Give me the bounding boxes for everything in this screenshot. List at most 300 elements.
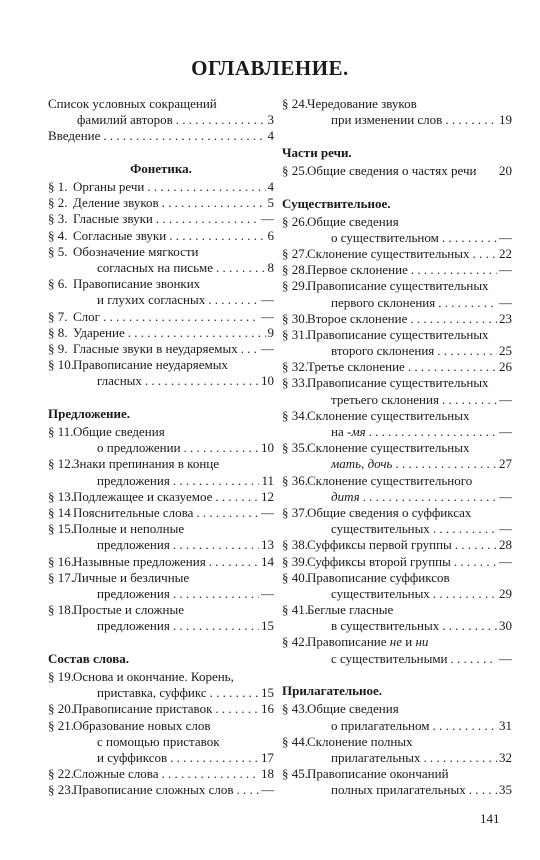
- leader-dots: [408, 262, 497, 278]
- toc-section: [282, 683, 512, 798]
- section-number: § 16.: [48, 553, 74, 569]
- toc-section: [48, 651, 274, 799]
- toc-entry[interactable]: [48, 701, 274, 717]
- section-number: § 19.: [48, 668, 74, 684]
- entry-page-number: 14: [261, 553, 274, 569]
- section-number: § 3.: [48, 211, 68, 227]
- toc-entry[interactable]: [48, 782, 274, 798]
- leader-dots: [170, 618, 259, 634]
- leader-dots: [360, 489, 497, 505]
- section-number: § 26.: [282, 213, 308, 229]
- entry-title: о существительном: [331, 229, 439, 245]
- entry-page-number: —: [499, 521, 512, 537]
- entry-title: Общие сведения о суффиксах: [307, 504, 472, 520]
- leader-dots: [421, 750, 498, 766]
- section-heading: Части речи.: [282, 144, 352, 160]
- entry-title: Правописание сложных слов: [73, 782, 234, 798]
- page-number: 141: [480, 811, 500, 826]
- leader-dots: [439, 392, 497, 408]
- entry-title: Склонение существительных: [307, 440, 470, 456]
- entry-page-number: —: [261, 782, 274, 798]
- section-number: § 24.: [282, 96, 308, 111]
- toc-entry[interactable]: [48, 276, 274, 308]
- toc-entry[interactable]: [48, 505, 274, 521]
- entry-title: Общие сведения: [307, 213, 399, 229]
- section-number: [282, 230, 307, 246]
- entry-title: Суффиксы второй группы: [307, 553, 451, 569]
- entry-title: Согласные звуки: [73, 227, 167, 243]
- entry-page-number: 23: [499, 310, 512, 326]
- entry-page-number: 27: [499, 456, 512, 472]
- entry-title: Подлежащее и сказуемое: [73, 488, 213, 504]
- section-number: § 18.: [48, 602, 74, 618]
- entry-title: о прилагательном: [331, 717, 430, 733]
- toc-entry[interactable]: [282, 570, 512, 602]
- leader-dots: [234, 782, 259, 798]
- toc-section: [282, 96, 512, 128]
- leader-dots: [153, 211, 259, 227]
- section-number: § 4.: [48, 227, 68, 243]
- entry-title: Гласные звуки в неударяемых: [73, 340, 238, 356]
- entry-page-number: 15: [261, 618, 274, 634]
- section-number: § 5.: [48, 243, 68, 259]
- entry-title: согласных на письме: [97, 260, 213, 275]
- section-number: § 38.: [282, 537, 308, 553]
- entry-title: Правописание приставок: [73, 701, 213, 717]
- entry-page-number: 22: [499, 245, 512, 261]
- entry-page-number: 25: [499, 343, 512, 359]
- section-number: § 45.: [282, 766, 308, 782]
- leader-dots: [173, 112, 266, 128]
- leader-dots: [466, 782, 497, 798]
- section-number: [48, 260, 73, 276]
- section-number: [48, 750, 73, 766]
- entry-page-number: —: [499, 488, 512, 504]
- section-number: § 21.: [48, 717, 74, 733]
- section-number: [48, 618, 73, 634]
- toc-entry[interactable]: [282, 262, 512, 278]
- section-number: [282, 782, 307, 798]
- entry-page-number: —: [261, 340, 274, 356]
- section-number: § 2.: [48, 195, 68, 211]
- section-number: § 29.: [282, 278, 308, 294]
- toc-entry[interactable]: [48, 521, 274, 553]
- leader-dots: [170, 586, 259, 602]
- toc-entry[interactable]: [48, 766, 274, 782]
- section-number: § 30.: [282, 310, 308, 326]
- entry-page-number: —: [499, 553, 512, 569]
- leader-dots: [144, 179, 265, 195]
- section-number: § 34.: [282, 407, 308, 423]
- leader-dots: [435, 295, 497, 311]
- section-number: [48, 373, 73, 389]
- section-number: § 27.: [282, 245, 308, 261]
- entry-title: Правописание существительных: [307, 278, 489, 294]
- toc-entry[interactable]: [48, 357, 274, 389]
- entry-title: первого склонения: [331, 294, 436, 310]
- entry-page-number: 28: [499, 537, 512, 553]
- entry-title: Список условных сокращений: [48, 96, 217, 111]
- section-number: [282, 618, 307, 634]
- entry-title: полных прилагательных: [331, 782, 466, 798]
- leader-dots: [142, 373, 259, 389]
- toc-entry[interactable]: [282, 359, 512, 375]
- section-number: § 36.: [282, 472, 308, 488]
- section-number: § 31.: [282, 326, 308, 342]
- toc-entry[interactable]: [48, 211, 274, 227]
- toc-right-column: [282, 96, 512, 815]
- section-number: § 35.: [282, 440, 308, 456]
- section-heading: Существительное.: [282, 195, 391, 211]
- section-number: [282, 456, 307, 472]
- entry-title: Знаки препинания в конце: [73, 456, 220, 472]
- toc-entry[interactable]: [48, 669, 274, 701]
- entry-title: Деление звуков: [73, 195, 159, 211]
- entry-page-number: 6: [267, 227, 274, 243]
- leader-dots: [430, 521, 497, 537]
- toc-entry[interactable]: [282, 440, 512, 472]
- section-number: § 33.: [282, 375, 308, 391]
- entry-page-number: —: [499, 294, 512, 310]
- leader-dots: [439, 230, 497, 246]
- entry-title: мать, дочь: [331, 456, 393, 472]
- section-number: § 25.: [282, 162, 308, 178]
- section-number: § 15.: [48, 521, 74, 537]
- leader-dots: [451, 554, 497, 570]
- section-number: § 22.: [48, 766, 74, 782]
- entry-title: Правописание звонких: [73, 276, 201, 292]
- entry-title: третьего склонения: [331, 391, 439, 407]
- toc-entry[interactable]: [48, 554, 274, 570]
- entry-page-number: 4: [267, 179, 274, 195]
- section-number: § 8.: [48, 324, 68, 340]
- leader-dots: [452, 537, 497, 553]
- toc-entry[interactable]: [48, 718, 274, 767]
- section-number: [48, 586, 73, 602]
- entry-page-number: —: [499, 650, 512, 666]
- leader-dots: [442, 112, 497, 128]
- entry-title: второго склонения: [331, 343, 435, 359]
- leader-dots: [213, 260, 266, 276]
- toc-entry[interactable]: [48, 228, 274, 244]
- entry-page-number: 8: [267, 260, 274, 275]
- entry-title: предложения: [97, 537, 170, 553]
- entry-title: Общие сведения: [73, 424, 165, 439]
- leader-dots: [434, 343, 497, 359]
- entry-title: на -мя: [331, 424, 366, 439]
- section-number: § 44.: [282, 733, 308, 749]
- section-number: § 40.: [282, 569, 308, 585]
- section-number: [48, 473, 73, 489]
- entry-page-number: 20: [499, 162, 512, 178]
- leader-dots: [100, 309, 259, 325]
- section-number: § 43.: [282, 701, 308, 717]
- toc-entry[interactable]: [282, 734, 512, 766]
- entry-title: Правописание существительных: [307, 326, 489, 342]
- entry-title: Образование новых слов: [73, 717, 211, 733]
- entry-title: Сложные слова: [73, 766, 159, 782]
- entry-title: Обозначение мягкости: [73, 243, 199, 259]
- section-number: § 7.: [48, 308, 68, 324]
- toc-entry[interactable]: [48, 424, 274, 456]
- leader-dots: [166, 228, 265, 244]
- entry-page-number: 15: [261, 685, 274, 701]
- toc-entry[interactable]: [48, 570, 274, 602]
- entry-title: Правописание неударяемых: [73, 357, 228, 373]
- entry-page-number: 10: [261, 373, 274, 389]
- toc-entry[interactable]: [282, 214, 512, 246]
- leader-dots: [125, 325, 266, 341]
- entry-title: Простые и сложные: [73, 602, 185, 618]
- entry-page-number: —: [261, 504, 274, 520]
- toc-section: [48, 96, 274, 145]
- entry-page-number: 9: [267, 324, 274, 340]
- section-number: [48, 292, 73, 308]
- entry-page-number: —: [261, 585, 274, 601]
- leader-dots: [439, 618, 497, 634]
- entry-title: предложения: [97, 585, 170, 601]
- section-number: § 13.: [48, 488, 74, 504]
- entry-page-number: 4: [267, 128, 274, 144]
- entry-title: фамилий авторов: [77, 112, 173, 128]
- entry-title: предложения: [97, 472, 170, 488]
- toc-entry[interactable]: [48, 602, 274, 634]
- section-number: [282, 489, 307, 505]
- section-number: § 41.: [282, 602, 308, 618]
- entry-page-number: —: [499, 424, 512, 439]
- section-number: § 20.: [48, 701, 74, 717]
- section-number: § 28.: [282, 262, 308, 278]
- toc-entry[interactable]: [282, 505, 512, 537]
- entry-title: Суффиксы первой группы: [307, 537, 452, 553]
- entry-page-number: 18: [261, 766, 274, 782]
- section-number: § 39.: [282, 553, 308, 569]
- entry-title: Склонение существительного: [307, 472, 473, 488]
- entry-page-number: 35: [499, 782, 512, 798]
- entry-title: Беглые гласные: [307, 602, 394, 618]
- entry-title: Введение: [48, 128, 101, 144]
- entry-title: с помощью приставок: [97, 733, 220, 749]
- toc-section: [48, 406, 274, 634]
- leader-dots: [207, 685, 259, 701]
- entry-title: Общие сведения: [307, 701, 399, 717]
- toc-entry[interactable]: [48, 179, 274, 195]
- toc-entry[interactable]: [282, 246, 512, 262]
- section-number: [282, 392, 307, 408]
- leader-dots: [448, 651, 497, 667]
- leader-dots: [170, 473, 260, 489]
- entry-page-number: —: [499, 229, 512, 245]
- leader-dots: [206, 554, 259, 570]
- entry-title: гласных: [97, 373, 142, 389]
- section-number: [48, 440, 73, 456]
- entry-title: Назывные предложения: [73, 553, 206, 569]
- leader-dots: [100, 128, 265, 144]
- toc-entry[interactable]: [282, 311, 512, 327]
- toc-entry[interactable]: [282, 278, 512, 310]
- leader-dots: [181, 440, 259, 456]
- entry-page-number: —: [261, 211, 274, 227]
- toc-entry[interactable]: [48, 244, 274, 276]
- leader-dots: [205, 292, 259, 308]
- section-number: [48, 537, 73, 553]
- entry-title: Склонение существительных: [307, 407, 470, 423]
- entry-page-number: 13: [261, 537, 274, 553]
- section-number: [48, 734, 73, 750]
- entry-page-number: 11: [261, 472, 274, 488]
- toc-section: [282, 145, 512, 179]
- entry-title: прилагательных: [331, 749, 421, 765]
- entry-page-number: 19: [499, 112, 512, 128]
- entry-title: Чередование звуков: [307, 96, 417, 111]
- leader-dots: [469, 246, 497, 262]
- toc-entry[interactable]: [282, 634, 512, 666]
- entry-page-number: 26: [499, 359, 512, 375]
- toc-section: [48, 161, 274, 389]
- entry-title: Личные и безличные: [73, 569, 190, 585]
- toc-entry[interactable]: [282, 96, 512, 128]
- section-number: [282, 343, 307, 359]
- page-title: ОГЛАВЛЕНИЕ.: [191, 56, 349, 80]
- entry-title: Склонение существительных: [307, 245, 470, 261]
- section-number: § 6.: [48, 276, 68, 292]
- section-number: [48, 685, 73, 701]
- entry-title: существительных: [331, 521, 430, 537]
- toc-entry[interactable]: [48, 325, 274, 341]
- section-number: § 42.: [282, 634, 308, 650]
- entry-title: с существительными: [331, 650, 448, 666]
- entry-title: Третье склонение: [307, 359, 405, 375]
- toc-entry[interactable]: [48, 309, 274, 325]
- section-number: [282, 586, 307, 602]
- leader-dots: [212, 701, 259, 717]
- section-number: § 37.: [282, 504, 308, 520]
- entry-title: Основа и окончание. Корень,: [73, 668, 234, 684]
- entry-title: о предложении: [97, 440, 181, 456]
- entry-title: Склонение полных: [307, 733, 413, 749]
- section-number: § 12.: [48, 456, 74, 472]
- entry-title: существительных: [331, 585, 430, 601]
- toc-entry[interactable]: [282, 327, 512, 359]
- section-heading: Фонетика.: [130, 161, 192, 177]
- toc-entry[interactable]: [282, 537, 512, 553]
- toc-entry[interactable]: [48, 195, 274, 211]
- section-number: § 17.: [48, 569, 74, 585]
- entry-title: и суффиксов: [97, 749, 168, 765]
- entry-page-number: —: [261, 292, 274, 308]
- entry-page-number: 5: [267, 195, 274, 211]
- entry-title: Ударение: [73, 324, 125, 340]
- entry-page-number: 30: [499, 618, 512, 634]
- toc-entry[interactable]: [48, 96, 274, 128]
- entry-page-number: 17: [261, 749, 274, 765]
- toc-section: [282, 196, 512, 667]
- section-number: [282, 424, 307, 440]
- entry-page-number: —: [499, 262, 512, 278]
- entry-title: Общие сведения о частях речи: [307, 162, 477, 178]
- entry-title: и глухих согласных: [97, 292, 206, 308]
- entry-page-number: 31: [499, 717, 512, 733]
- section-number: § 9.: [48, 340, 68, 356]
- entry-title: в существительных: [331, 618, 440, 634]
- entry-page-number: 16: [261, 701, 274, 717]
- toc-entry[interactable]: [282, 602, 512, 634]
- toc-entry[interactable]: [282, 701, 512, 733]
- section-heading: Состав слова.: [48, 650, 129, 666]
- entry-title: приставка, суффикс: [97, 685, 207, 701]
- section-number: [282, 521, 307, 537]
- toc-entry[interactable]: [282, 408, 512, 440]
- section-number: § 1.: [48, 179, 68, 195]
- toc-entry[interactable]: [48, 128, 274, 144]
- toc-entry[interactable]: [282, 554, 512, 570]
- section-number: [282, 651, 307, 667]
- section-number: [282, 295, 307, 311]
- toc-entry[interactable]: [282, 766, 512, 798]
- entry-page-number: 29: [499, 585, 512, 601]
- section-number: § 10.: [48, 357, 74, 373]
- toc-entry[interactable]: [282, 375, 512, 407]
- toc-entry[interactable]: [48, 489, 274, 505]
- leader-dots: [167, 750, 259, 766]
- entry-title: Первое склонение: [307, 262, 408, 278]
- entry-title: Пояснительные слова: [73, 504, 194, 520]
- leader-dots: [238, 341, 259, 357]
- leader-dots: [159, 195, 266, 211]
- section-number: § 32.: [282, 359, 308, 375]
- section-number: [282, 112, 307, 128]
- toc-entry[interactable]: [48, 341, 274, 357]
- entry-page-number: 12: [261, 488, 274, 504]
- section-heading: Прилагательное.: [282, 683, 383, 699]
- toc-left-column: [48, 96, 274, 815]
- section-number: § 11.: [48, 424, 74, 439]
- entry-title: дитя: [331, 488, 360, 504]
- leader-dots: [193, 505, 259, 521]
- entry-title: предложения: [97, 618, 170, 634]
- leader-dots: [392, 456, 497, 472]
- leader-dots: [170, 537, 259, 553]
- section-number: § 14: [48, 504, 71, 520]
- entry-title: Правописание окончаний: [307, 766, 449, 782]
- toc-entry[interactable]: [48, 456, 274, 488]
- section-number: [282, 718, 307, 734]
- section-number: [282, 750, 307, 766]
- leader-dots: [405, 359, 497, 375]
- entry-title: Правописание суффиксов: [307, 569, 450, 585]
- entry-title: Органы речи: [73, 179, 145, 195]
- entry-page-number: 10: [261, 440, 274, 456]
- entry-page-number: —: [499, 391, 512, 407]
- toc-entry[interactable]: [282, 163, 512, 179]
- leader-dots: [430, 718, 498, 734]
- entry-title: Слог: [73, 308, 100, 324]
- entry-title: Полные и неполные: [73, 521, 185, 537]
- leader-dots: [407, 311, 497, 327]
- leader-dots: [212, 489, 259, 505]
- entry-title: Гласные звуки: [73, 211, 153, 227]
- entry-page-number: 3: [267, 112, 274, 128]
- toc-entry[interactable]: [282, 473, 512, 505]
- section-heading: Предложение.: [48, 406, 131, 421]
- leader-dots: [366, 424, 497, 440]
- leader-dots: [159, 766, 259, 782]
- entry-page-number: —: [261, 308, 274, 324]
- leader-dots: [430, 586, 497, 602]
- entry-title: Второе склонение: [307, 310, 408, 326]
- entry-page-number: 32: [499, 749, 512, 765]
- section-number: § 23.: [48, 782, 74, 798]
